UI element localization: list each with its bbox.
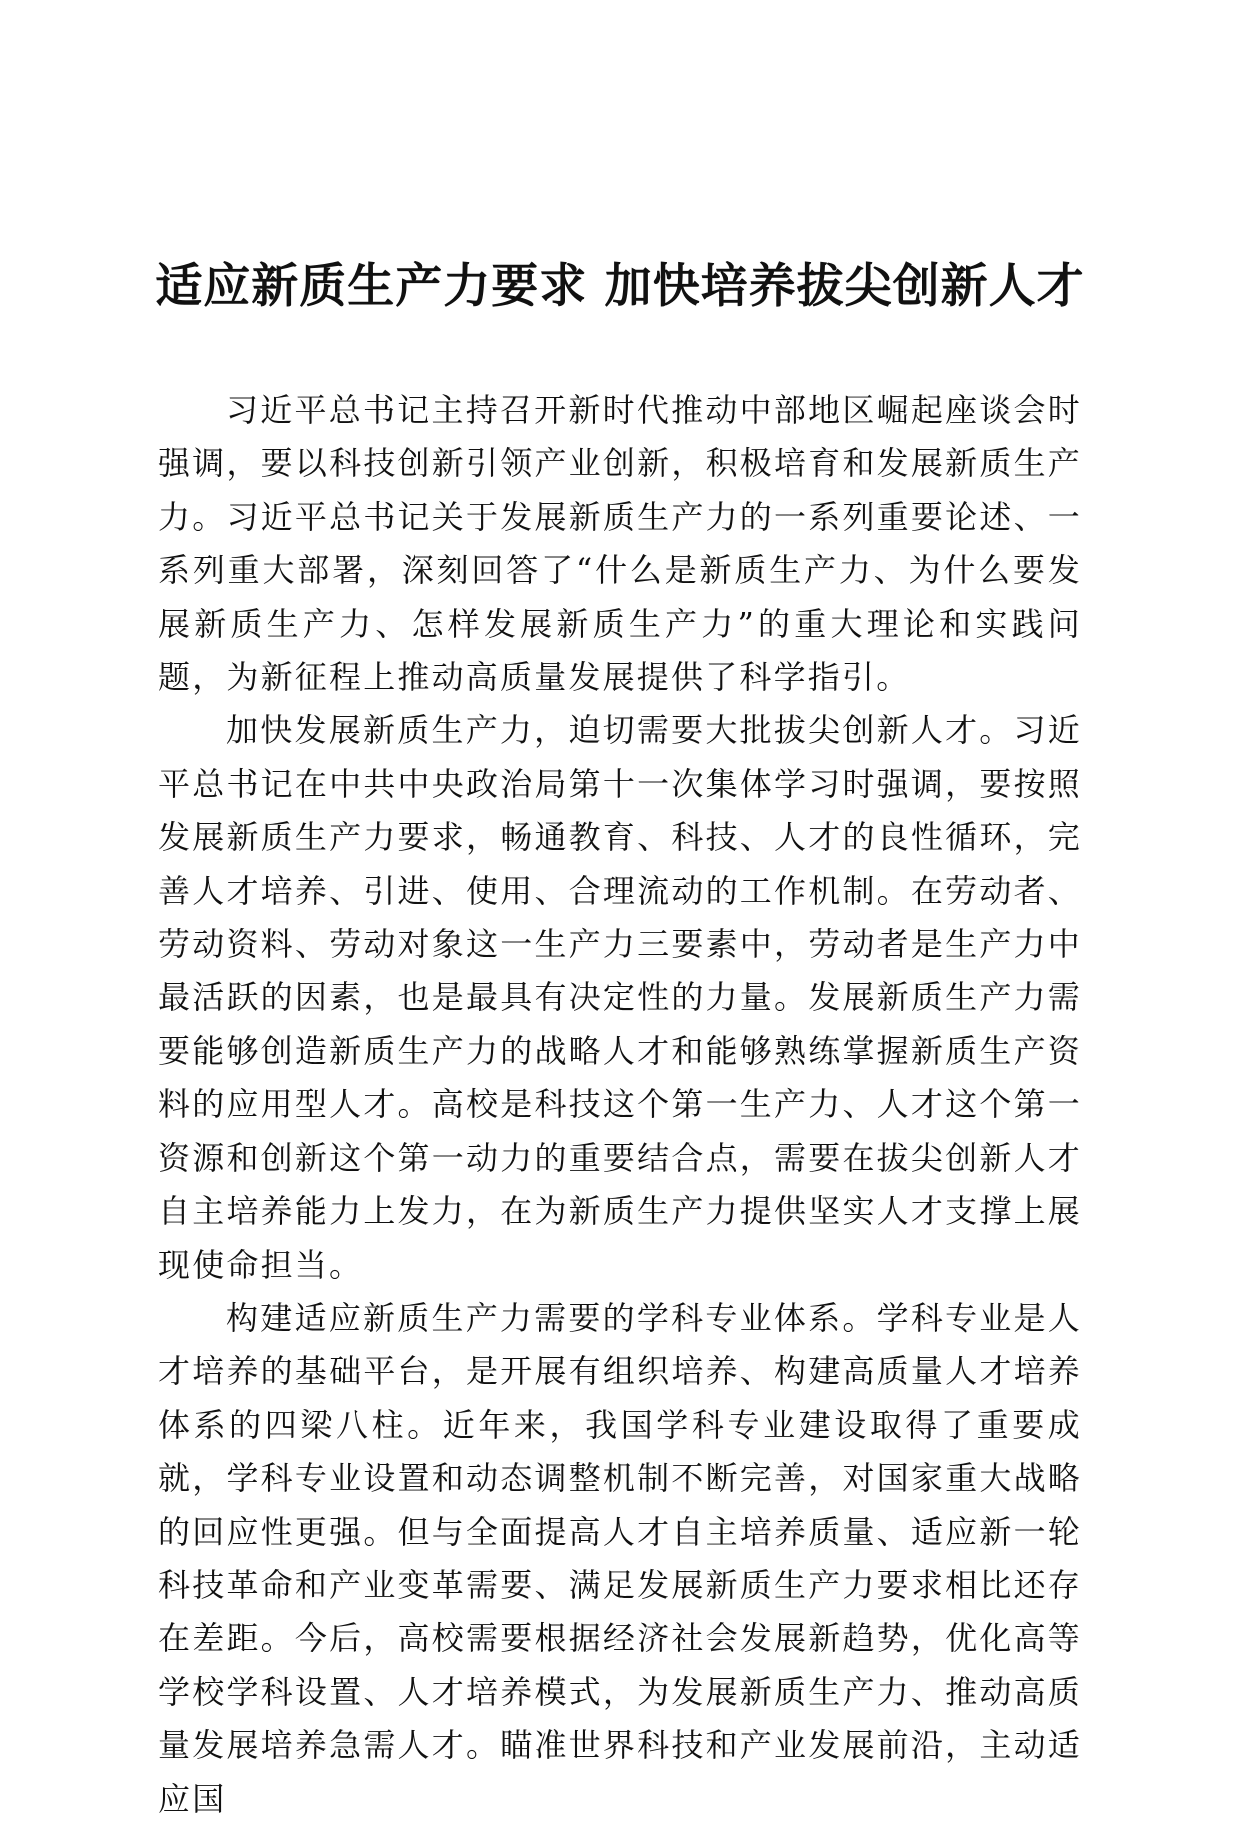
paragraph-3: 构建适应新质生产力需要的学科专业体系。学科专业是人才培养的基础平台，是开展有组织培养、构建高质量人才培养体系的四梁八柱。近年来，我国学科专业建设取得了重要成就，学科专业设置和动态调整机制不断完善，对国家重大战略的回应性更强。但与全面提高人才自主培养质量、适应新一轮科技革命和产业变革需要、满足发展新质生产力要求相比还存在差距。今后，高校需要根据经济社会发展新趋势，优化高等学校学科设置、人才培养模式，为发展新质生产力、推动高质量发展培养急需人才。瞄准世界科技和产业发展前沿，主动适应国: [158, 1298, 1082, 1818]
paragraph-2: 加快发展新质生产力，迫切需要大批拔尖创新人才。习近平总书记在中共中央政治局第十一次集体学习时强调，要按照发展新质生产力要求，畅通教育、科技、人才的良性循环，完善人才培养、引进、使用、合理流动的工作机制。在劳动者、劳动资料、劳动对象这一生产力三要素中，劳动者是生产力中最活跃的因素，也是最具有决定性的力量。发展新质生产力需要能够创造新质生产力的战略人才和能够熟练掌握新质生产资料的应用型人才。高校是科技这个第一生产力、人才这个第一资源和创新这个第一动力的重要结合点，需要在拔尖创新人才自主培养能力上发力，在为新质生产力提供坚实人才支撑上展现使命担当。: [158, 711, 1082, 1284]
paragraph-1: 习近平总书记主持召开新时代推动中部地区崛起座谈会时强调，要以科技创新引领产业创新，积极培育和发展新质生产力。习近平总书记关于发展新质生产力的一系列重要论述、一系列重大部署，深刻回答了“什么是新质生产力、为什么要发展新质生产力、怎样发展新质生产力”的重大理论和实践问题，为新征程上推动高质量发展提供了科学指引。: [158, 391, 1082, 697]
document-body: [158, 384, 1082, 1826]
document-title: 适应新质生产力要求 加快培养拔尖创新人才: [155, 259, 1085, 315]
